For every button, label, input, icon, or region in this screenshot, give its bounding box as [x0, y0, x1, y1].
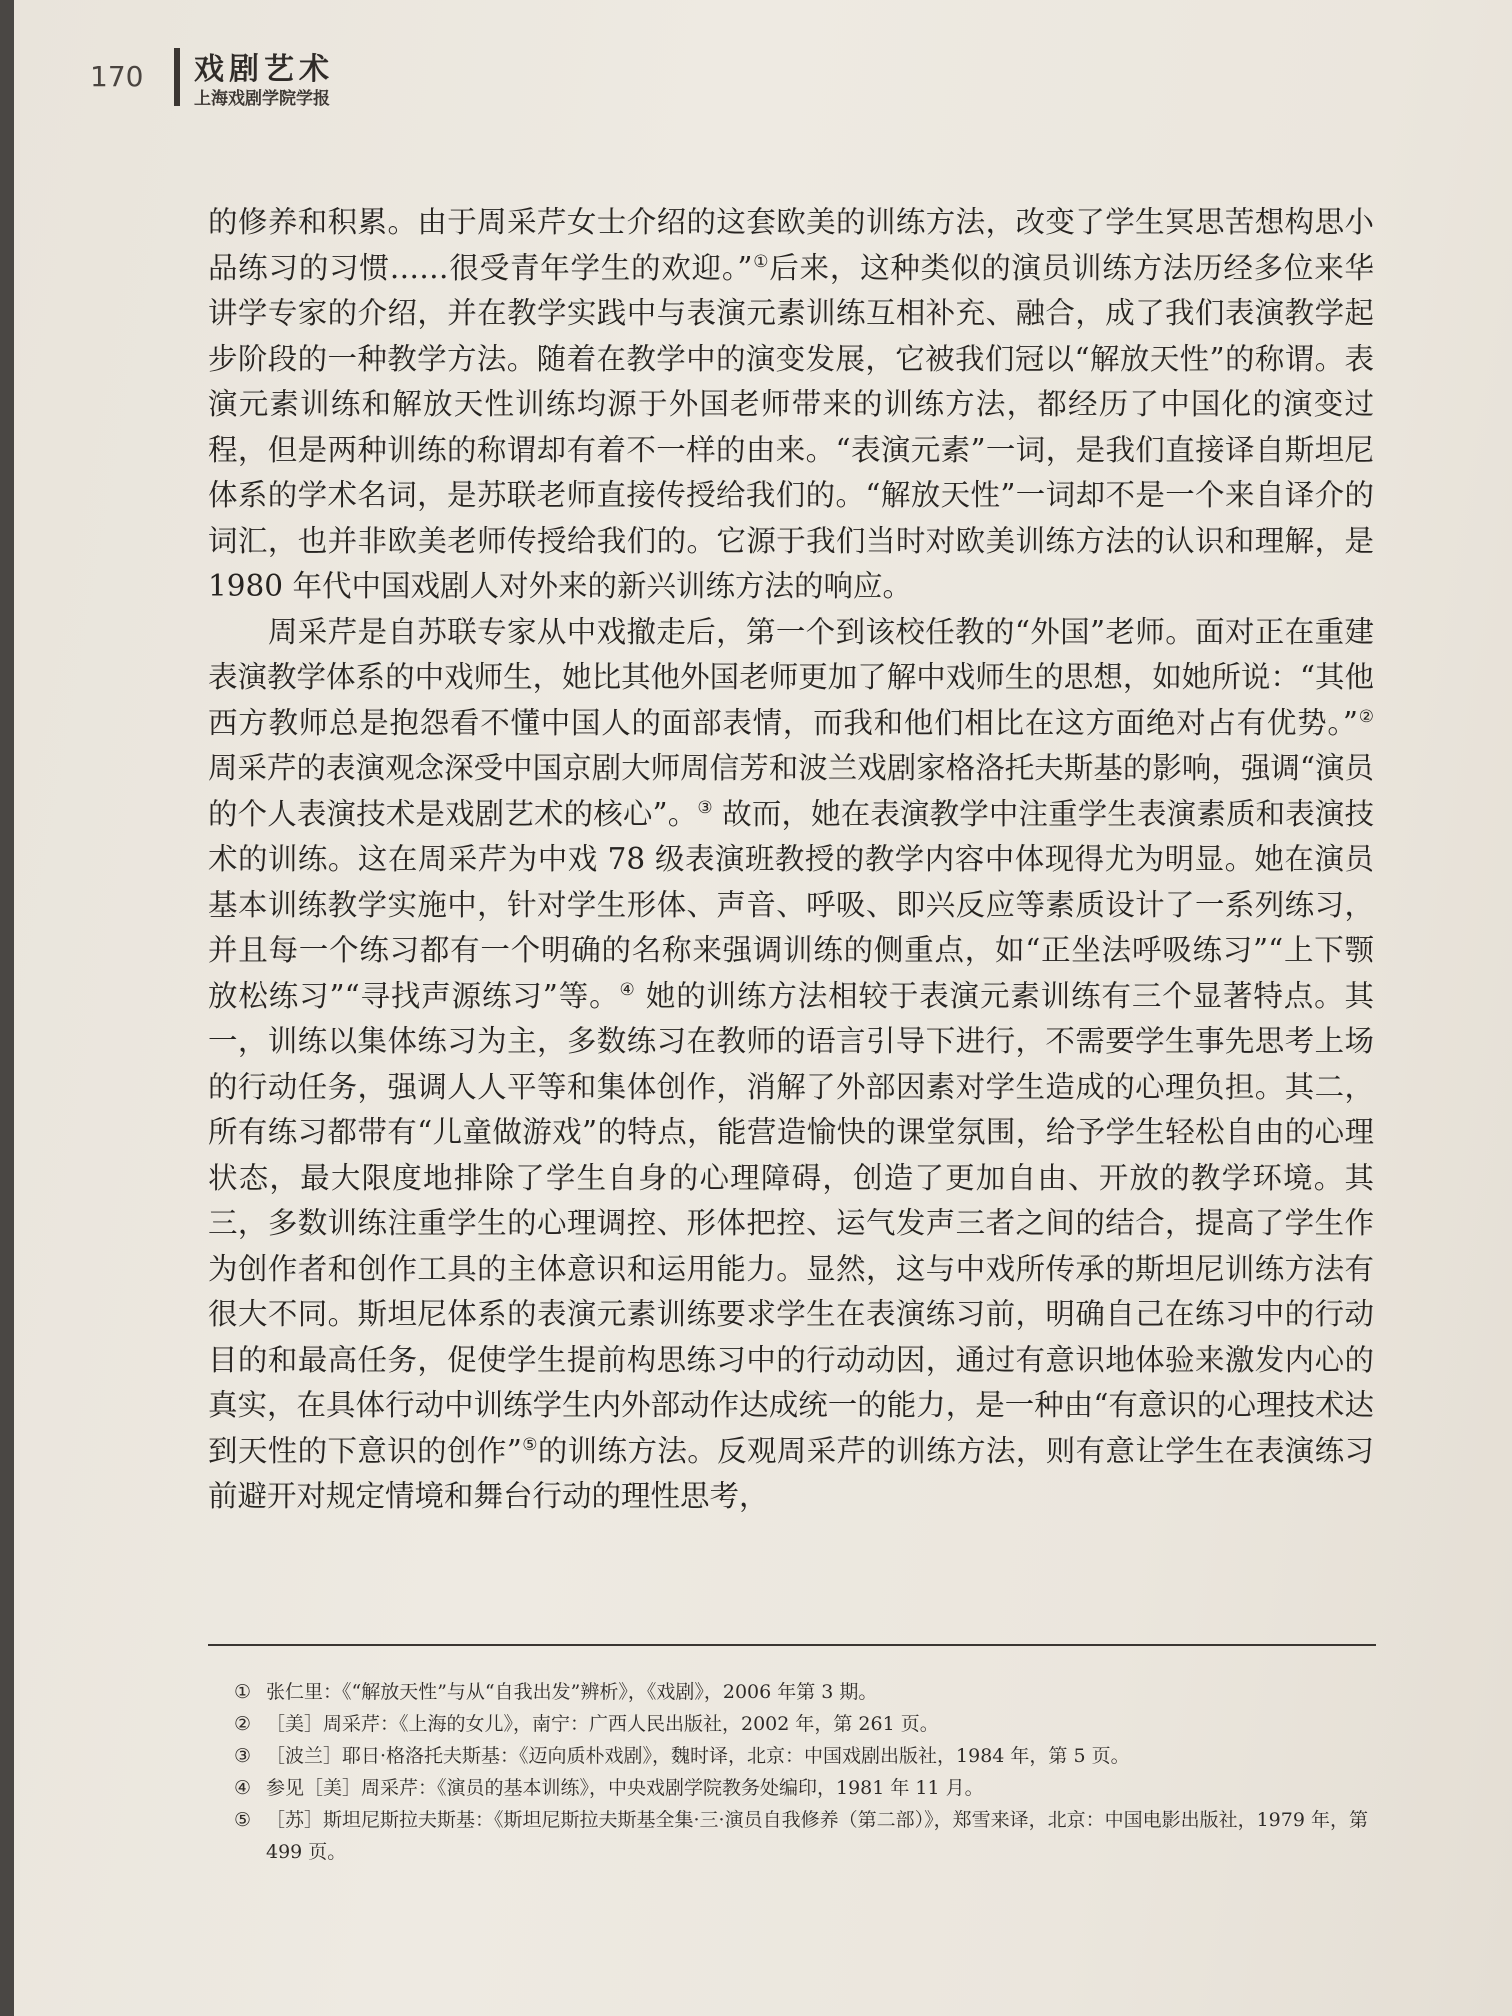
paragraph-2-part-d: 她的训练方法相较于表演元素训练有三个显著特点。其一，训练以集体练习为主，多数练习在教师的语言引导下进行，不需要学生事先思考上场的行动任务，强调人人平等和集体创作，消解了外部因素对学生造成的心理负担。其二，所有练习都带有“儿童做游戏”的特点，能营造愉快的课堂氛围，给予学生轻松自由的心理状态，最大限度地排除了学生自身的心理障碍，创造了更加自由、开放的教学环境。其三，多数训练注重学生的心理调控、形体把控、运气发声三者之间的结合，提高了学生作为创作者和创作工具的主体意识和运用能力。显然，这与中戏所传承的斯坦尼训练方法有很大不同。斯坦尼体系的表演元素训练要求学生在表演练习前，明确自己在练习中的行动目的和最高任务，促使学生提前构思练习中的行动动因，通过有意识地体验来激发内心的真实，在具体行动中训练学生内外部动作达成统一的能力，是一种由“有意识的心理技术达到天性的下意识的创作”	[208, 978, 1374, 1468]
paragraph-1	[208, 200, 1374, 610]
footnote-mark: ⑤	[234, 1809, 252, 1831]
footnote-ref-3: ③	[697, 797, 713, 818]
footnote-text: ［苏］斯坦尼斯拉夫斯基：《斯坦尼斯拉夫斯基全集·三·演员自我修养（第二部）》，郑雪来译，北京：中国电影出版社，1979 年，第 499 页。	[266, 1809, 1368, 1863]
footnote-mark: ②	[234, 1713, 252, 1735]
footnote-text: ［美］周采芹：《上海的女儿》，南宁：广西人民出版社，2002 年，第 261 页。	[266, 1713, 939, 1735]
footnote-item	[234, 1708, 1384, 1740]
footnote-item	[234, 1772, 1384, 1804]
footnotes	[234, 1676, 1384, 1868]
footnote-text: ［波兰］耶日·格洛托夫斯基：《迈向质朴戏剧》，魏时译，北京：中国戏剧出版社，1984 年，第 5 页。	[266, 1745, 1130, 1767]
journal-title: 戏剧艺术	[194, 52, 334, 87]
footnote-item	[234, 1804, 1384, 1868]
footnote-mark: ④	[234, 1777, 252, 1799]
article-body	[208, 200, 1374, 1520]
paragraph-2-part-a: 周采芹是自苏联专家从中戏撤走后，第一个到该校任教的“外国”老师。面对正在重建表演教学体系的中戏师生，她比其他外国老师更加了解中戏师生的思想，如她所说：“其他西方教师总是抱怨看不懂中国人的面部表情，而我和他们相比在这方面绝对占有优势。”	[208, 614, 1374, 740]
paragraph-2	[208, 610, 1374, 1520]
journal-subtitle: 上海戏剧学院学报	[194, 89, 330, 109]
footnote-mark: ①	[234, 1681, 252, 1703]
paragraph-1-part-a: 的修养和积累。由于周采芹女士介绍的这套欧美的训练方法，改变了学生冥思苦想构思小品练习的习惯……很受青年学生的欢迎。”	[208, 205, 1374, 285]
footnote-item	[234, 1740, 1384, 1772]
paragraph-2-part-c: 故而，她在表演教学中注重学生表演素质和表演技术的训练。这在周采芹为中戏 78 级表演班教授的教学内容中体现得尤为明显。她在演员基本训练教学实施中，针对学生形体、声音、呼吸、即兴反应等素质设计了一系列练习，并且每一个练习都有一个明确的名称来强调训练的侧重点，如“正坐法呼吸练习”“上下颚放松练习”“寻找声源练习”等。	[208, 796, 1374, 1013]
footnote-ref-2: ②	[1357, 706, 1374, 727]
page-number: 170	[90, 60, 144, 93]
footnote-text: 参见［美］周采芹：《演员的基本训练》，中央戏剧学院教务处编印，1981 年 11 月。	[266, 1777, 984, 1799]
paragraph-2-part-b: 周采芹的表演观念深受中国京剧大师周信芳和波兰戏剧家格洛托夫斯基的影响，强调“演员的个人表演技术是戏剧艺术的核心”。	[208, 751, 1374, 831]
page-header	[14, 0, 1512, 140]
book-page	[14, 0, 1512, 2016]
footnote-text: 张仁里：《“解放天性”与从“自我出发”辨析》，《戏剧》，2006 年第 3 期。	[266, 1681, 878, 1703]
footnote-divider	[208, 1644, 1376, 1646]
footnote-mark: ③	[234, 1745, 252, 1767]
header-divider-bar	[174, 48, 180, 106]
footnote-item	[234, 1676, 1384, 1708]
paragraph-2-part-e: 的训练方法。反观周采芹的训练方法，则有意让学生在表演练习前避开对规定情境和舞台行动的理性思考，	[208, 1433, 1374, 1513]
footnote-ref-4: ④	[619, 979, 636, 1000]
footnote-ref-5: ⑤	[521, 1434, 538, 1455]
paragraph-1-part-b: 后来，这种类似的演员训练方法历经多位来华讲学专家的介绍，并在教学实践中与表演元素训练互相补充、融合，成了我们表演教学起步阶段的一种教学方法。随着在教学中的演变发展，它被我们冠以“解放天性”的称谓。表演元素训练和解放天性训练均源于外国老师带来的训练方法，都经历了中国化的演变过程，但是两种训练的称谓却有着不一样的由来。“表演元素”一词，是我们直接译自斯坦尼体系的学术名词，是苏联老师直接传授给我们的。“解放天性”一词却不是一个来自译介的词汇，也并非欧美老师传授给我们的。它源于我们当时对欧美训练方法的认识和理解，是 1980 年代中国戏剧人对外来的新兴训练方法的响应。	[208, 250, 1374, 603]
footnote-ref-1: ①	[752, 251, 770, 272]
